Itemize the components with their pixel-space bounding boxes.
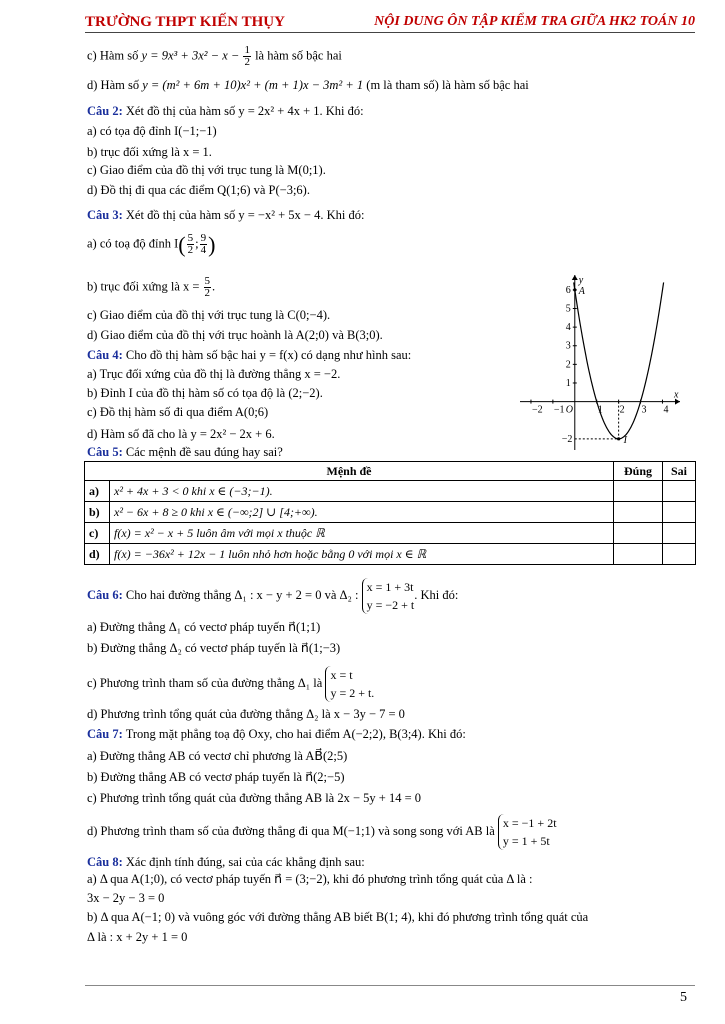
q6-option-b: b) Đường thẳng Δ₂ có vectơ pháp tuyến là n⃗(1;−3) xyxy=(87,641,341,655)
point-I-label: I xyxy=(623,434,627,446)
q7-stem: Câu 7: Trong mặt phẳng toạ độ Oxy, cho hai điểm A(−2;2), B(3;4). Khi đó: xyxy=(87,727,466,741)
true-cell[interactable] xyxy=(614,502,663,523)
y-tick-label: −2 xyxy=(561,433,573,445)
y-axis-label: y xyxy=(578,275,584,286)
q7-option-b: b) Đường thẳng AB có vectơ pháp tuyến là n⃗(2;−5) xyxy=(87,770,345,784)
q8-stem: Câu 8: Xác định tính đúng, sai của các khẳng định sau: xyxy=(87,855,365,869)
q4-option-c: c) Đồ thị hàm số đi qua điểm A(0;6) xyxy=(87,405,269,419)
y-tick-label: 6 xyxy=(565,284,571,296)
footer-divider xyxy=(85,985,695,986)
q2-stem: Câu 2: Xét đồ thị của hàm số y = 2x² + 4x + 1. Khi đó: xyxy=(87,104,364,118)
y-tick-label: 4 xyxy=(565,322,571,334)
x-tick-label: O xyxy=(565,404,574,416)
x-tick-label: 2 xyxy=(619,404,625,416)
page-header xyxy=(85,10,695,33)
q6-option-d: d) Phương trình tổng quát của đường thẳng Δ₂ là x − 3y − 7 = 0 xyxy=(87,707,405,721)
table-row: d) f(x) = −36x² + 12x − 1 luôn nhỏ hơn hoặc bằng 0 với mọi x ∈ ℝ xyxy=(85,544,696,565)
q2-option-d: d) Đồ thị đi qua các điểm Q(1;6) và P(−3;6). xyxy=(87,183,310,197)
column-header-statement: Mệnh đề xyxy=(85,462,614,481)
true-cell[interactable] xyxy=(614,523,663,544)
true-cell[interactable] xyxy=(614,544,663,565)
table-row: c) f(x) = x² − x + 5 luôn âm với mọi x thuộc ℝ xyxy=(85,523,696,544)
y-tick-label: 2 xyxy=(565,359,571,371)
x-tick-label: 3 xyxy=(641,404,647,416)
x-tick-label: −1 xyxy=(553,404,565,416)
column-header-true: Đúng xyxy=(614,462,663,481)
table-row: a) x² + 4x + 3 < 0 khi x ∈ (−3;−1). xyxy=(85,481,696,502)
q1-option-d: d) Hàm số y = (m² + 6m + 10)x² + (m + 1)x − 3m² + 1 (m là tham số) là hàm số bậc hai xyxy=(87,78,529,92)
x-tick-label: 4 xyxy=(663,404,669,416)
point-A xyxy=(573,288,576,291)
y-tick-label: 3 xyxy=(565,340,571,352)
q8-option-b: b) Δ qua A(−1; 0) và vuông góc với đường thẳng AB biết B(1; 4), khi đó phương trình tổng quát của xyxy=(87,910,589,924)
true-cell[interactable] xyxy=(614,481,663,502)
false-cell[interactable] xyxy=(663,523,696,544)
document-title: NỘI DUNG ÔN TẬP KIỂM TRA GIỮA HK2 TOÁN 10 xyxy=(374,14,695,29)
q1-option-c: c) Hàm số y = 9x³ + 3x² − x − $\frac{1}{2}$ là hàm số bậc hai xyxy=(87,44,342,68)
q8-option-a-equation: 3x − 2y − 3 = 0 xyxy=(87,891,165,905)
page-number: 5 xyxy=(680,990,687,1005)
column-header-false: Sai xyxy=(663,462,696,481)
point-I xyxy=(617,437,620,440)
q3-stem: Câu 3: Xét đồ thị của hàm số y = −x² + 5x − 4. Khi đó: xyxy=(87,208,365,222)
q7-option-d: d) Phương trình tham số của đường thẳng đi qua M(−1;1) và song song với AB là x = −1 + 2t y = 1 + 5t xyxy=(87,816,557,848)
false-cell[interactable] xyxy=(663,502,696,523)
y-tick-label: 5 xyxy=(565,303,571,315)
false-cell[interactable] xyxy=(663,544,696,565)
q3-option-a: a) có toạ độ đỉnh I( $\frac{5}{2}$ ; $\frac{9}{4}$ ) xyxy=(87,232,216,257)
x-tick-label: −2 xyxy=(531,404,543,416)
y-tick-label: 1 xyxy=(565,377,571,389)
q8-option-b-equation: Δ là : x + 2y + 1 = 0 xyxy=(87,930,188,944)
x-axis-label: x xyxy=(674,389,679,401)
q3-option-c: c) Giao điểm của đồ thị với trục tung là C(0;−4). xyxy=(87,308,331,322)
parabola-graph xyxy=(520,275,680,450)
q6-option-c: c) Phương trình tham số của đường thẳng Δ₁ là x = t y = 2 + t. xyxy=(87,668,375,700)
statements-table xyxy=(84,461,696,565)
q4-stem: Câu 4: Cho đồ thị hàm số bậc hai y = f(x) có dạng như hình sau: xyxy=(87,348,412,362)
q6-option-a: a) Đường thẳng Δ₁ có vectơ pháp tuyến n⃗(1;1) xyxy=(87,620,321,634)
q4-option-b: b) Đỉnh I của đồ thị hàm số có tọa độ là (2;−2). xyxy=(87,386,323,400)
q2-option-a: a) có tọa độ đỉnh I(−1;−1) xyxy=(87,124,217,138)
q5-stem: Câu 5: Các mệnh đề sau đúng hay sai? xyxy=(87,445,283,459)
q7-option-c: c) Phương trình tổng quát của đường thẳng AB là 2x − 5y + 14 = 0 xyxy=(87,791,421,805)
point-A-label: A xyxy=(578,285,585,297)
q6-stem: Câu 6: Cho hai đường thẳng Δ₁ : x − y + 2 = 0 và Δ₂ : x = 1 + 3t y = −2 + t. Khi đó: xyxy=(87,580,459,612)
q8-option-a: a) Δ qua A(1;0), có vectơ pháp tuyến n⃗ = (3;−2), khi đó phương trình tổng quát của Δ là : xyxy=(87,872,533,886)
q7-option-a: a) Đường thẳng AB có vectơ chỉ phương là AB⃗(2;5) xyxy=(87,749,348,763)
school-name: TRƯỜNG THPT KIẾN THỤY xyxy=(85,14,285,30)
q4-option-d: d) Hàm số đã cho là y = 2x² − 2x + 6. xyxy=(87,427,275,441)
y-axis-arrow xyxy=(572,275,578,280)
x-tick-label: 1 xyxy=(597,404,603,416)
q2-option-c: c) Giao điểm của đồ thị với trục tung là M(0;1). xyxy=(87,163,326,177)
q4-option-a: a) Trục đối xứng của đồ thị là đường thẳng x = −2. xyxy=(87,367,341,381)
false-cell[interactable] xyxy=(663,481,696,502)
q3-option-b: b) trục đối xứng là x = $\frac{5}{2}$ . xyxy=(87,275,216,299)
table-row: b) x² − 6x + 8 ≥ 0 khi x ∈ (−∞;2] ∪ [4;+∞). xyxy=(85,502,696,523)
q3-option-d: d) Giao điểm của đồ thị với trục hoành là A(2;0) và B(3;0). xyxy=(87,328,383,342)
q2-option-b: b) trục đối xứng là x = 1. xyxy=(87,145,212,159)
